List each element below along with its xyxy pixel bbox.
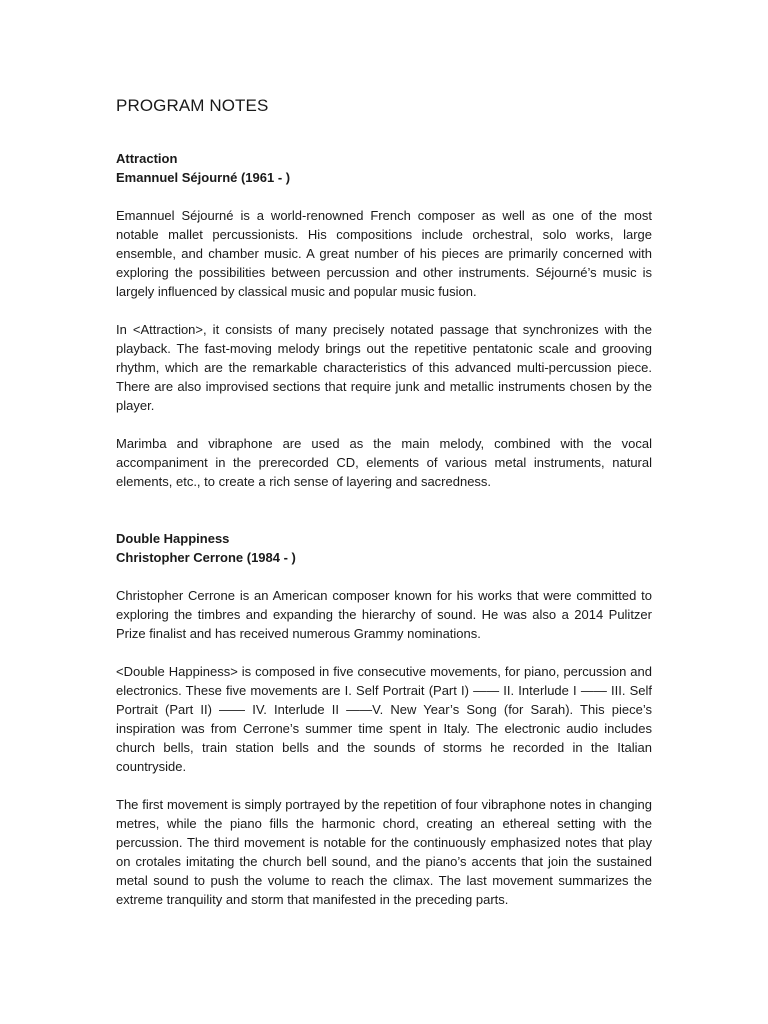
piece-composer: Christopher Cerrone (1984 - ) <box>116 550 296 565</box>
piece-section-double-happiness <box>116 529 652 909</box>
document-page <box>116 95 652 928</box>
piece-title: Attraction <box>116 151 178 166</box>
piece-section-attraction <box>116 149 652 491</box>
section-spacer <box>116 510 652 529</box>
paragraph: The first movement is simply portrayed by the repetition of four vibraphone notes in changing metres, while the piano fills the harmonic chord, creating an ethereal setting with the percussion. The third movement is notable for the continuously emphasized notes that play on crotales imitating the church bell sound, and the piano’s accents that join the sustained metal sound to push the volume to reach the climax. The last movement summarizes the extreme tranquility and storm that manifested in the preceding parts. <box>116 797 652 907</box>
piece-title: Double Happiness <box>116 531 230 546</box>
paragraph: Marimba and vibraphone are used as the main melody, combined with the vocal accompaniment in the prerecorded CD, elements of various metal instruments, natural elements, etc., to create a rich sense of layering and sacredness. <box>116 436 652 489</box>
paragraph: Emannuel Séjourné is a world-renowned French composer as well as one of the most notable mallet percussionists. His compositions include orchestral, solo works, large ensemble, and chamber music. A great number of his pieces are primarily concerned with exploring the possibilities between percussion and other instruments. Séjourné’s music is largely influenced by classical music and popular music fusion. <box>116 208 652 299</box>
paragraph: <Double Happiness> is composed in five consecutive movements, for piano, percussion and electronics. These five movements are I. Self Portrait (Part I) —— II. Interlude I —— III. Self Portrait (Part II) —— IV. Interlude II ——V. New Year’s Song (for Sarah). This piece’s inspiration was from Cerrone’s summer time spent in Italy. The electronic audio includes church bells, train station bells and the sounds of storms he recorded in the Italian countryside. <box>116 664 652 774</box>
paragraph: In <Attraction>, it consists of many precisely notated passage that synchronizes with the playback. The fast-moving melody brings out the repetitive pentatonic scale and grooving rhythm, which are the remarkable characteristics of this advanced multi-percussion piece. There are also improvised sections that require junk and metallic instruments chosen by the player. <box>116 322 652 413</box>
page-title: PROGRAM NOTES <box>116 96 269 115</box>
paragraph: Christopher Cerrone is an American composer known for his works that were committed to exploring the timbres and expanding the hierarchy of sound. He was also a 2014 Pulitzer Prize finalist and has received numerous Grammy nominations. <box>116 588 652 641</box>
piece-composer: Emannuel Séjourné (1961 - ) <box>116 170 291 185</box>
